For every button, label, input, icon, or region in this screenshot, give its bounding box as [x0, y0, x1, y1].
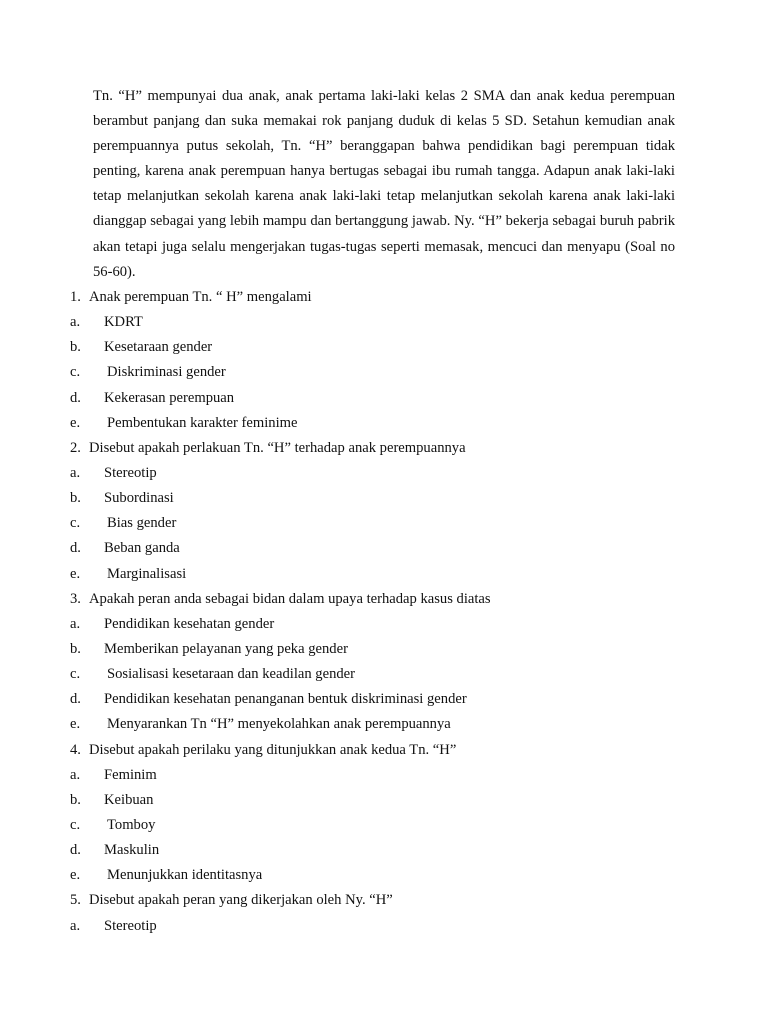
question-number: 4.: [70, 741, 81, 758]
option-text: Diskriminasi gender: [107, 364, 226, 381]
question-list: [70, 285, 710, 939]
question-text: Anak perempuan Tn. “ H” mengalami: [89, 289, 312, 305]
option-row: [70, 712, 710, 737]
option-text: Feminim: [104, 766, 157, 783]
option-text: Memberikan pelayanan yang peka gender: [104, 640, 348, 657]
question-number: 2.: [70, 439, 81, 456]
option-text: Bias gender: [107, 515, 177, 532]
option-letter: e.: [70, 565, 81, 582]
question-row: [70, 888, 710, 913]
option-letter: b.: [70, 490, 81, 507]
question-row: [70, 587, 710, 612]
option-letter: b.: [70, 791, 81, 808]
option-row: [70, 612, 710, 637]
option-row: [70, 637, 710, 662]
option-row: [70, 335, 710, 360]
option-letter: e.: [70, 414, 81, 431]
option-letter: a.: [70, 766, 81, 783]
option-text: Pembentukan karakter feminime: [107, 414, 298, 431]
option-row: [70, 562, 710, 587]
option-text: Subordinasi: [104, 490, 174, 507]
question-row: [70, 436, 710, 461]
option-text: Sosialisasi kesetaraan dan keadilan gender: [107, 666, 356, 683]
question-text: Apakah peran anda sebagai bidan dalam upaya terhadap kasus diatas: [89, 590, 491, 607]
question-text: Disebut apakah peran yang dikerjakan oleh Ny. “H”: [89, 892, 393, 909]
option-row: [70, 461, 710, 486]
option-letter: b.: [70, 640, 81, 657]
option-text: KDRT: [104, 314, 143, 331]
question-number: 5.: [70, 892, 81, 909]
question-row: [70, 285, 710, 310]
option-letter: d.: [70, 389, 81, 406]
option-text: Kesetaraan gender: [104, 339, 213, 356]
option-letter: c.: [70, 666, 81, 683]
question-row: [70, 738, 710, 763]
option-letter: e.: [70, 716, 81, 733]
option-row: [70, 536, 710, 561]
option-letter: c.: [70, 816, 81, 833]
option-row: [70, 310, 710, 335]
question-text: Disebut apakah perlakuan Tn. “H” terhadap anak perempuannya: [89, 439, 466, 456]
option-row: [70, 486, 710, 511]
question-text: Disebut apakah perilaku yang ditunjukkan anak kedua Tn. “H”: [89, 741, 457, 758]
option-row: [70, 511, 710, 536]
option-text: Pendidikan kesehatan penanganan bentuk diskriminasi gender: [104, 691, 467, 708]
option-text: Stereotip: [104, 917, 157, 934]
option-letter: d.: [70, 540, 81, 557]
option-text: Keibuan: [104, 791, 154, 808]
option-letter: a.: [70, 917, 81, 934]
option-text: Maskulin: [104, 842, 160, 859]
option-row: [70, 763, 710, 788]
option-row: [70, 360, 710, 385]
option-letter: a.: [70, 314, 81, 331]
option-letter: c.: [70, 364, 81, 381]
option-text: Pendidikan kesehatan gender: [104, 615, 275, 632]
question-number: 1.: [70, 289, 81, 305]
option-text: Beban ganda: [104, 540, 180, 557]
option-letter: a.: [70, 464, 81, 481]
option-row: [70, 386, 710, 411]
option-letter: a.: [70, 615, 81, 632]
option-row: [70, 662, 710, 687]
option-letter: e.: [70, 867, 81, 884]
option-text: Tomboy: [107, 816, 156, 833]
option-text: Stereotip: [104, 464, 157, 481]
option-row: [70, 863, 710, 888]
option-text: Menyarankan Tn “H” menyekolahkan anak perempuannya: [107, 716, 451, 733]
option-text: Menunjukkan identitasnya: [107, 867, 263, 884]
option-letter: c.: [70, 515, 81, 532]
option-letter: d.: [70, 842, 81, 859]
option-text: Kekerasan perempuan: [104, 389, 235, 406]
option-row: [70, 838, 710, 863]
option-row: [70, 687, 710, 712]
option-letter: d.: [70, 691, 81, 708]
option-row: [70, 788, 710, 813]
question-number: 3.: [70, 590, 81, 607]
option-letter: b.: [70, 339, 81, 356]
option-text: Marginalisasi: [107, 565, 187, 582]
option-row: [70, 411, 710, 436]
option-row: [70, 914, 710, 939]
option-row: [70, 813, 710, 838]
case-paragraph: Tn. “H” mempunyai dua anak, anak pertama laki-laki kelas 2 SMA dan anak kedua perempuan berambut panjang dan suka memakai rok panjang duduk di kelas 5 SD. Setahun kemudian anak perempuannya putus sekolah, Tn. “H” beranggapan bahwa pendidikan bagi perempuan tidak penting, karena anak perempuan hanya bertugas sebagai ibu rumah tangga. Adapun anak laki-laki tetap melanjutkan sekolah karena anak laki-laki tetap melanjutkan sekolah karena anak laki-laki dianggap sebagai yang lebih mampu dan bertanggung jawab. Ny. “H” bekerja sebagai buruh pabrik akan tetapi juga selalu mengerjakan tugas-tugas seperti memasak, mencuci dan menyapu (Soal no 56-60).: [93, 88, 675, 280]
